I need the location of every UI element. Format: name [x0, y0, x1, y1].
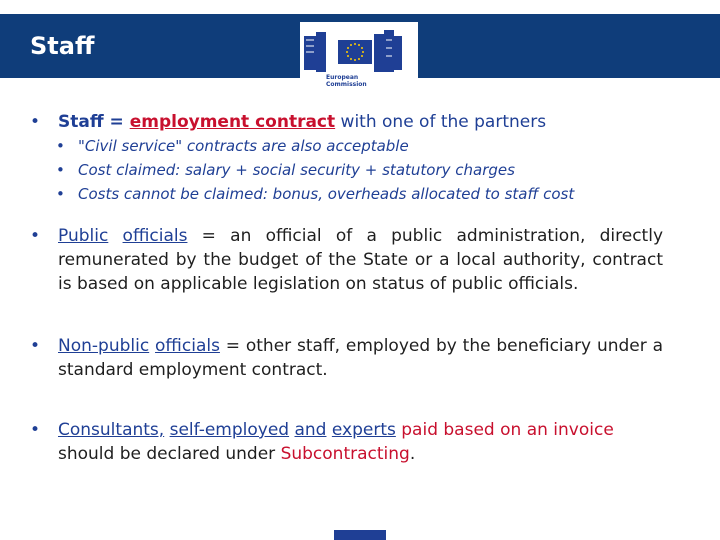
experts-term: experts	[331, 420, 396, 440]
bullet-dot-icon: •	[56, 185, 65, 203]
bullet-dot-icon: •	[56, 161, 65, 179]
bullet-dot-icon: •	[30, 112, 41, 132]
staff-tail: with one of the partners	[335, 112, 547, 132]
sub-bullet-cost-claimed	[30, 158, 670, 182]
eu-stars-icon	[338, 40, 372, 64]
self-employed-term: self-employed	[169, 420, 290, 440]
employment-contract-term: employment contract	[129, 112, 336, 132]
sub-bullet-text: Costs cannot be claimed: bonus, overheads allocated to staff cost	[78, 185, 575, 203]
sub-bullet-text: "Civil service" contracts are also acceptable	[78, 137, 409, 155]
officials-term: officials	[122, 226, 188, 246]
sub-bullet-civil-service	[30, 134, 670, 158]
bullet-dot-icon: •	[56, 137, 65, 155]
public-officials-definition: = an official of a public administration, directly remunerated by the budget of the State or a local authority, contract is based on applicable legislation on status of public officials.	[58, 226, 664, 294]
header	[0, 0, 720, 92]
non-public-officials-definition: = other staff, employed by the beneficiary under a standard employment contract.	[58, 336, 663, 380]
bullet-public-officials	[30, 224, 663, 296]
logo-line-2: Commission	[326, 81, 367, 88]
staff-label: Staff =	[58, 112, 130, 132]
public-term: Public	[58, 226, 109, 246]
non-public-term: Non-public	[58, 336, 150, 356]
and-term: and	[294, 420, 327, 440]
logo-line-1: European	[326, 74, 359, 81]
footer-bar	[334, 530, 386, 540]
declared-under-text: should be declared under	[58, 444, 281, 464]
slide-content	[30, 110, 670, 466]
european-commission-logo	[300, 22, 418, 98]
bullet-non-public-officials	[30, 334, 663, 382]
officials-term: officials	[155, 336, 220, 356]
bullet-dot-icon: •	[30, 226, 41, 246]
period: .	[409, 444, 416, 464]
subcontracting-term: Subcontracting	[280, 444, 410, 464]
page-title: Staff	[30, 32, 95, 60]
eu-flag-icon	[338, 40, 372, 64]
sub-bullet-text: Cost claimed: salary + social security + statutory charges	[78, 161, 515, 179]
bullet-dot-icon: •	[30, 336, 41, 356]
consultants-term: Consultants,	[58, 420, 165, 440]
logo-text	[326, 74, 386, 88]
sub-bullet-costs-not-claimed	[30, 182, 668, 206]
bullet-staff	[30, 110, 670, 134]
bullet-consultants	[30, 418, 670, 466]
paid-invoice-text: paid based on an invoice	[395, 420, 614, 440]
bullet-dot-icon: •	[30, 420, 41, 440]
